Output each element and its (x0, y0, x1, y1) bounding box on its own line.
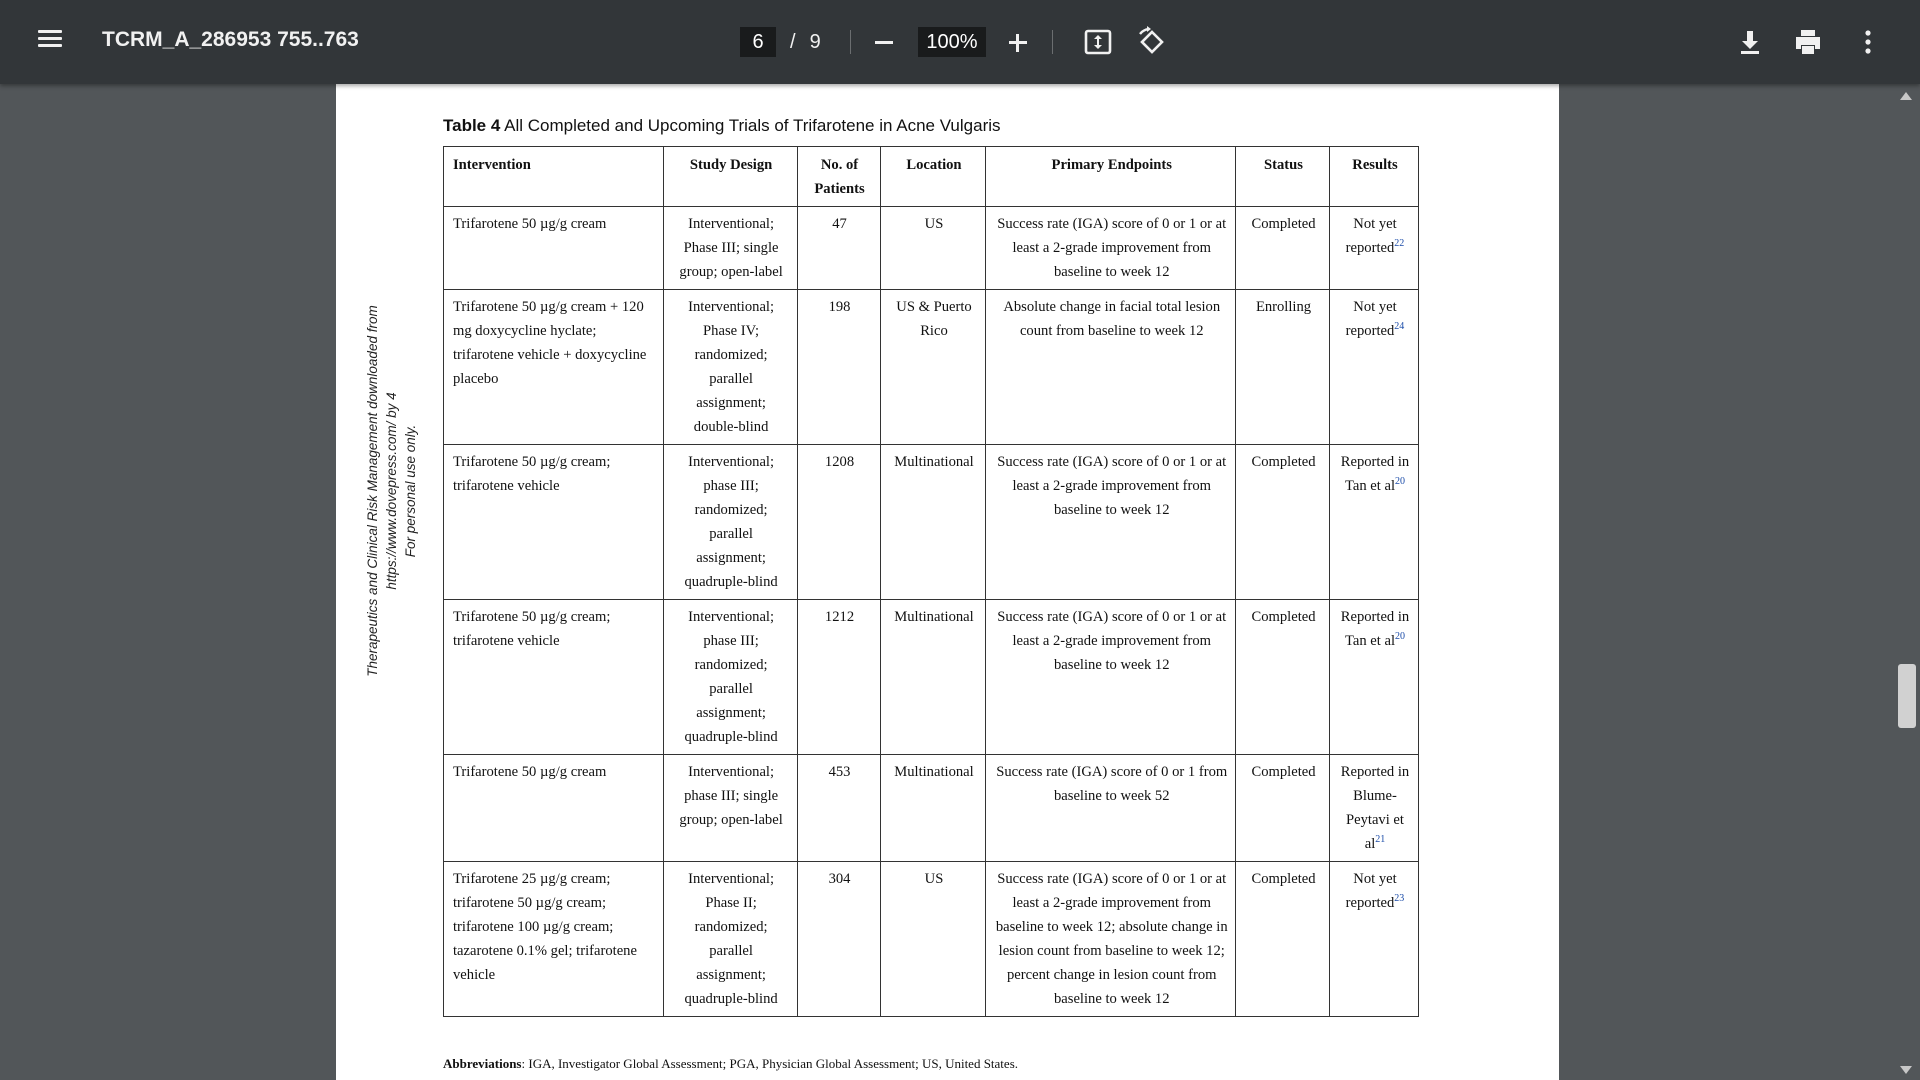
cell-results: Reported in Tan et al$^{20}$ (1329, 600, 1418, 755)
cell-results: Not yet reported$^{22}$ (1329, 207, 1418, 290)
page-selector (740, 25, 821, 59)
cell-status: Completed (1236, 207, 1330, 290)
pdf-toolbar (0, 0, 1920, 84)
pdf-page (336, 84, 1559, 1080)
column-header: Primary Endpoints (986, 147, 1236, 207)
column-header: Status (1236, 147, 1330, 207)
column-header: No. of Patients (797, 147, 880, 207)
column-header: Location (880, 147, 986, 207)
document-title: TCRM_A_286953 755..763 (102, 28, 359, 51)
cell-status: Enrolling (1236, 290, 1330, 445)
column-header: Intervention (444, 147, 664, 207)
cell-intervention: Trifarotene 50 µg/g cream + 120 mg doxycycline hyclate; trifarotene vehicle + doxycycline placebo (444, 290, 664, 445)
minus-icon (875, 41, 893, 44)
cell-design: Interventional; Phase IV; randomized; parallel assignment; double-blind (663, 290, 797, 445)
reference-link[interactable]: 23 (1394, 893, 1405, 905)
cell-location: US (880, 207, 986, 290)
cell-patients: 47 (797, 207, 880, 290)
page-number-input[interactable] (740, 27, 776, 57)
cell-endpoints: Success rate (IGA) score of 0 or 1 or at least a 2-grade improvement from baseline to week 12 (986, 207, 1236, 290)
table-row (444, 600, 1419, 755)
cell-status: Completed (1236, 862, 1330, 1017)
zoom-input[interactable] (918, 27, 986, 57)
scroll-up-arrow-icon[interactable] (1900, 92, 1912, 100)
cell-results: Not yet reported$^{23}$ (1329, 862, 1418, 1017)
cell-intervention: Trifarotene 50 µg/g cream; trifarotene vehicle (444, 600, 664, 755)
page-separator: / (790, 30, 796, 53)
reference-link[interactable]: 21 (1375, 834, 1386, 846)
cell-design: Interventional; phase III; randomized; parallel assignment; quadruple-blind (663, 600, 797, 755)
fit-page-button[interactable] (1080, 24, 1116, 60)
cell-design: Interventional; phase III; randomized; parallel assignment; quadruple-blind (663, 445, 797, 600)
download-icon (1732, 24, 1768, 60)
column-header: Study Design (663, 147, 797, 207)
download-notice: Therapeutics and Clinical Risk Management downloaded from https://www.dovepress.com/ by 4 For personal use only. (365, 305, 418, 677)
menu-icon[interactable] (34, 26, 66, 58)
cell-location: Multinational (880, 600, 986, 755)
cell-results: Not yet reported$^{24}$ (1329, 290, 1418, 445)
cell-location: US (880, 862, 986, 1017)
cell-patients: 198 (797, 290, 880, 445)
cell-endpoints: Success rate (IGA) score of 0 or 1 or at least a 2-grade improvement from baseline to week 12 (986, 445, 1236, 600)
cell-endpoints: Absolute change in facial total lesion count from baseline to week 12 (986, 290, 1236, 445)
print-icon (1790, 24, 1826, 60)
cell-status: Completed (1236, 755, 1330, 862)
rotate-icon (1134, 24, 1170, 60)
rotate-button[interactable] (1134, 24, 1170, 60)
cell-patients: 304 (797, 862, 880, 1017)
table-row (444, 755, 1419, 862)
cell-patients: 453 (797, 755, 880, 862)
cell-intervention: Trifarotene 25 µg/g cream; trifarotene 50 µg/g cream; trifarotene 100 µg/g cream; tazarotene 0.1% gel; trifarotene vehicle (444, 862, 664, 1017)
zoom-out-button[interactable] (868, 26, 900, 58)
cell-results: Reported in Blume-Peytavi et al$^{21}$ (1329, 755, 1418, 862)
abbreviations-note: Abbreviations: IGA, Investigator Global Assessment; PGA, Physician Global Assessment; US, United States. (443, 1056, 1019, 1071)
toolbar-divider (1052, 30, 1053, 54)
more-options-button[interactable] (1850, 24, 1886, 60)
cell-design: Interventional; Phase II; randomized; parallel assignment; quadruple-blind (663, 862, 797, 1017)
cell-status: Completed (1236, 600, 1330, 755)
cell-location: US & Puerto Rico (880, 290, 986, 445)
cell-patients: 1208 (797, 445, 880, 600)
table-row (444, 207, 1419, 290)
vertical-scrollbar[interactable] (1894, 84, 1920, 1080)
cell-endpoints: Success rate (IGA) score of 0 or 1 or at least a 2-grade improvement from baseline to week 12; absolute change in lesion count from baseline to week 12; percent change in lesion count from baseline to week 12 (986, 862, 1236, 1017)
cell-endpoints: Success rate (IGA) score of 0 or 1 from baseline to week 52 (986, 755, 1236, 862)
scroll-thumb[interactable] (1898, 664, 1916, 728)
print-button[interactable] (1790, 24, 1826, 60)
toolbar-divider (850, 30, 851, 54)
zoom-in-button[interactable] (1002, 26, 1034, 58)
download-button[interactable] (1732, 24, 1768, 60)
cell-intervention: Trifarotene 50 µg/g cream (444, 207, 664, 290)
cell-intervention: Trifarotene 50 µg/g cream; trifarotene vehicle (444, 445, 664, 600)
fit-page-icon (1080, 24, 1116, 60)
table-row (444, 290, 1419, 445)
cell-location: Multinational (880, 445, 986, 600)
table-row (444, 862, 1419, 1017)
trials-table (443, 146, 1419, 1017)
cell-location: Multinational (880, 755, 986, 862)
reference-link[interactable]: 22 (1394, 238, 1405, 250)
page-total: 9 (809, 30, 821, 53)
column-header: Results (1329, 147, 1418, 207)
cell-design: Interventional; phase III; single group; open-label (663, 755, 797, 862)
table-row (444, 445, 1419, 600)
reference-link[interactable]: 24 (1394, 321, 1405, 333)
table-caption: Table 4 All Completed and Upcoming Trials of Trifarotene in Acne Vulgaris (443, 116, 1001, 135)
more-vert-icon (1850, 24, 1886, 60)
cell-results: Reported in Tan et al$^{20}$ (1329, 445, 1418, 600)
scroll-down-arrow-icon[interactable] (1900, 1066, 1912, 1074)
cell-endpoints: Success rate (IGA) score of 0 or 1 or at least a 2-grade improvement from baseline to week 12 (986, 600, 1236, 755)
table-header-row (444, 147, 1419, 207)
cell-design: Interventional; Phase III; single group; open-label (663, 207, 797, 290)
reference-link[interactable]: 20 (1395, 631, 1405, 643)
cell-status: Completed (1236, 445, 1330, 600)
cell-patients: 1212 (797, 600, 880, 755)
reference-link[interactable]: 20 (1395, 476, 1405, 488)
cell-intervention: Trifarotene 50 µg/g cream (444, 755, 664, 862)
